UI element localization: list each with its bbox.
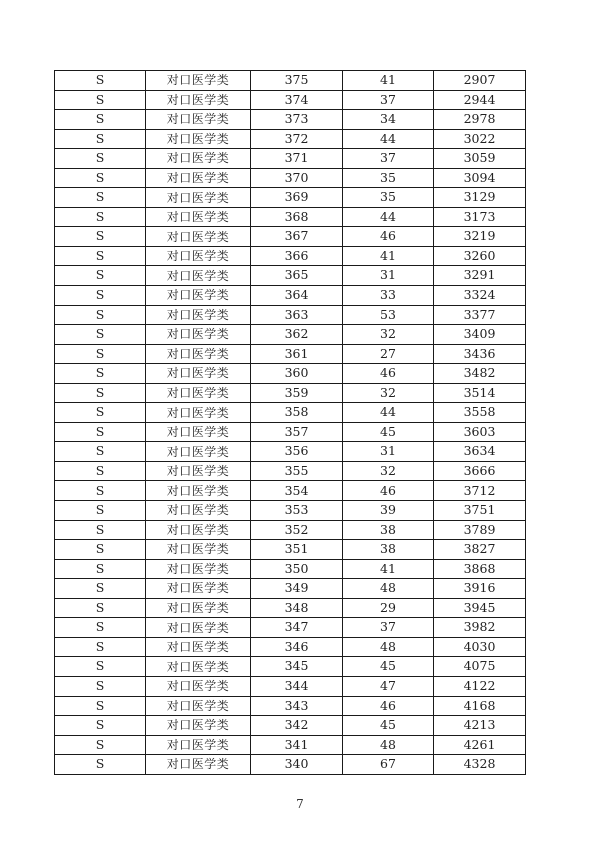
category-cell: S bbox=[55, 325, 146, 345]
subject-cell: 对口医学类 bbox=[146, 579, 251, 599]
category-cell: S bbox=[55, 344, 146, 364]
cumulative-cell: 2944 bbox=[434, 90, 526, 110]
cumulative-cell: 3219 bbox=[434, 227, 526, 247]
cumulative-cell: 3436 bbox=[434, 344, 526, 364]
table-row bbox=[55, 129, 526, 149]
table-row bbox=[55, 168, 526, 188]
table-row bbox=[55, 383, 526, 403]
count-cell: 48 bbox=[343, 637, 434, 657]
cumulative-cell: 3377 bbox=[434, 305, 526, 325]
category-cell: S bbox=[55, 403, 146, 423]
score-cell: 362 bbox=[251, 325, 343, 345]
table-row bbox=[55, 501, 526, 521]
cumulative-cell: 3945 bbox=[434, 598, 526, 618]
table-row bbox=[55, 716, 526, 736]
subject-cell: 对口医学类 bbox=[146, 110, 251, 130]
category-cell: S bbox=[55, 735, 146, 755]
table-row bbox=[55, 227, 526, 247]
subject-cell: 对口医学类 bbox=[146, 559, 251, 579]
cumulative-cell: 3868 bbox=[434, 559, 526, 579]
score-cell: 342 bbox=[251, 716, 343, 736]
page-number: 7 bbox=[296, 797, 304, 811]
count-cell: 44 bbox=[343, 129, 434, 149]
table-row bbox=[55, 188, 526, 208]
cumulative-cell: 3558 bbox=[434, 403, 526, 423]
score-cell: 351 bbox=[251, 540, 343, 560]
subject-cell: 对口医学类 bbox=[146, 246, 251, 266]
cumulative-cell: 3982 bbox=[434, 618, 526, 638]
subject-cell: 对口医学类 bbox=[146, 305, 251, 325]
category-cell: S bbox=[55, 657, 146, 677]
count-cell: 39 bbox=[343, 501, 434, 521]
cumulative-cell: 3482 bbox=[434, 364, 526, 384]
cumulative-cell: 2907 bbox=[434, 71, 526, 91]
category-cell: S bbox=[55, 696, 146, 716]
subject-cell: 对口医学类 bbox=[146, 383, 251, 403]
table-row bbox=[55, 403, 526, 423]
subject-cell: 对口医学类 bbox=[146, 364, 251, 384]
category-cell: S bbox=[55, 207, 146, 227]
count-cell: 41 bbox=[343, 246, 434, 266]
subject-cell: 对口医学类 bbox=[146, 598, 251, 618]
count-cell: 48 bbox=[343, 579, 434, 599]
count-cell: 31 bbox=[343, 266, 434, 286]
subject-cell: 对口医学类 bbox=[146, 676, 251, 696]
subject-cell: 对口医学类 bbox=[146, 129, 251, 149]
cumulative-cell: 3129 bbox=[434, 188, 526, 208]
score-cell: 346 bbox=[251, 637, 343, 657]
category-cell: S bbox=[55, 579, 146, 599]
category-cell: S bbox=[55, 481, 146, 501]
category-cell: S bbox=[55, 149, 146, 169]
subject-cell: 对口医学类 bbox=[146, 325, 251, 345]
score-cell: 365 bbox=[251, 266, 343, 286]
count-cell: 53 bbox=[343, 305, 434, 325]
score-cell: 352 bbox=[251, 520, 343, 540]
category-cell: S bbox=[55, 461, 146, 481]
cumulative-cell: 4030 bbox=[434, 637, 526, 657]
table-row bbox=[55, 364, 526, 384]
count-cell: 27 bbox=[343, 344, 434, 364]
count-cell: 37 bbox=[343, 90, 434, 110]
score-cell: 370 bbox=[251, 168, 343, 188]
count-cell: 32 bbox=[343, 383, 434, 403]
cumulative-cell: 4328 bbox=[434, 755, 526, 775]
cumulative-cell: 3751 bbox=[434, 501, 526, 521]
category-cell: S bbox=[55, 227, 146, 247]
count-cell: 33 bbox=[343, 286, 434, 306]
subject-cell: 对口医学类 bbox=[146, 207, 251, 227]
count-cell: 31 bbox=[343, 442, 434, 462]
subject-cell: 对口医学类 bbox=[146, 461, 251, 481]
score-cell: 354 bbox=[251, 481, 343, 501]
score-cell: 366 bbox=[251, 246, 343, 266]
category-cell: S bbox=[55, 442, 146, 462]
cumulative-cell: 3514 bbox=[434, 383, 526, 403]
count-cell: 38 bbox=[343, 540, 434, 560]
score-cell: 360 bbox=[251, 364, 343, 384]
cumulative-cell: 2978 bbox=[434, 110, 526, 130]
score-cell: 340 bbox=[251, 755, 343, 775]
table-row bbox=[55, 481, 526, 501]
table-row bbox=[55, 579, 526, 599]
category-cell: S bbox=[55, 266, 146, 286]
cumulative-cell: 3260 bbox=[434, 246, 526, 266]
subject-cell: 对口医学类 bbox=[146, 735, 251, 755]
table-row bbox=[55, 696, 526, 716]
cumulative-cell: 3324 bbox=[434, 286, 526, 306]
category-cell: S bbox=[55, 501, 146, 521]
score-cell: 358 bbox=[251, 403, 343, 423]
score-cell: 374 bbox=[251, 90, 343, 110]
score-cell: 341 bbox=[251, 735, 343, 755]
subject-cell: 对口医学类 bbox=[146, 442, 251, 462]
score-cell: 368 bbox=[251, 207, 343, 227]
table-row bbox=[55, 735, 526, 755]
cumulative-cell: 4075 bbox=[434, 657, 526, 677]
cumulative-cell: 3666 bbox=[434, 461, 526, 481]
count-cell: 29 bbox=[343, 598, 434, 618]
count-cell: 44 bbox=[343, 207, 434, 227]
table-row bbox=[55, 110, 526, 130]
score-cell: 363 bbox=[251, 305, 343, 325]
score-cell: 361 bbox=[251, 344, 343, 364]
cumulative-cell: 3789 bbox=[434, 520, 526, 540]
score-cell: 345 bbox=[251, 657, 343, 677]
subject-cell: 对口医学类 bbox=[146, 540, 251, 560]
cumulative-cell: 3712 bbox=[434, 481, 526, 501]
table-row bbox=[55, 305, 526, 325]
cumulative-cell: 3603 bbox=[434, 422, 526, 442]
score-cell: 359 bbox=[251, 383, 343, 403]
table-row bbox=[55, 540, 526, 560]
count-cell: 48 bbox=[343, 735, 434, 755]
score-cell: 371 bbox=[251, 149, 343, 169]
subject-cell: 对口医学类 bbox=[146, 403, 251, 423]
count-cell: 46 bbox=[343, 481, 434, 501]
category-cell: S bbox=[55, 637, 146, 657]
score-cell: 373 bbox=[251, 110, 343, 130]
category-cell: S bbox=[55, 540, 146, 560]
count-cell: 41 bbox=[343, 559, 434, 579]
score-cell: 375 bbox=[251, 71, 343, 91]
cumulative-cell: 3634 bbox=[434, 442, 526, 462]
subject-cell: 对口医学类 bbox=[146, 657, 251, 677]
category-cell: S bbox=[55, 676, 146, 696]
category-cell: S bbox=[55, 559, 146, 579]
table-body bbox=[55, 71, 526, 775]
count-cell: 35 bbox=[343, 188, 434, 208]
table-row bbox=[55, 637, 526, 657]
table-row bbox=[55, 286, 526, 306]
category-cell: S bbox=[55, 383, 146, 403]
score-cell: 349 bbox=[251, 579, 343, 599]
table-row bbox=[55, 598, 526, 618]
subject-cell: 对口医学类 bbox=[146, 501, 251, 521]
cumulative-cell: 4213 bbox=[434, 716, 526, 736]
subject-cell: 对口医学类 bbox=[146, 168, 251, 188]
score-cell: 355 bbox=[251, 461, 343, 481]
cumulative-cell: 3173 bbox=[434, 207, 526, 227]
category-cell: S bbox=[55, 520, 146, 540]
subject-cell: 对口医学类 bbox=[146, 422, 251, 442]
table-row bbox=[55, 325, 526, 345]
subject-cell: 对口医学类 bbox=[146, 188, 251, 208]
table-row bbox=[55, 755, 526, 775]
category-cell: S bbox=[55, 90, 146, 110]
table-row bbox=[55, 442, 526, 462]
score-cell: 367 bbox=[251, 227, 343, 247]
count-cell: 67 bbox=[343, 755, 434, 775]
category-cell: S bbox=[55, 129, 146, 149]
table-row bbox=[55, 149, 526, 169]
subject-cell: 对口医学类 bbox=[146, 696, 251, 716]
subject-cell: 对口医学类 bbox=[146, 716, 251, 736]
count-cell: 46 bbox=[343, 364, 434, 384]
subject-cell: 对口医学类 bbox=[146, 520, 251, 540]
subject-cell: 对口医学类 bbox=[146, 90, 251, 110]
cumulative-cell: 3916 bbox=[434, 579, 526, 599]
table-row bbox=[55, 657, 526, 677]
count-cell: 32 bbox=[343, 325, 434, 345]
category-cell: S bbox=[55, 364, 146, 384]
category-cell: S bbox=[55, 618, 146, 638]
count-cell: 37 bbox=[343, 149, 434, 169]
score-cell: 350 bbox=[251, 559, 343, 579]
category-cell: S bbox=[55, 755, 146, 775]
score-cell: 347 bbox=[251, 618, 343, 638]
subject-cell: 对口医学类 bbox=[146, 71, 251, 91]
category-cell: S bbox=[55, 286, 146, 306]
cumulative-cell: 4261 bbox=[434, 735, 526, 755]
table-row bbox=[55, 676, 526, 696]
count-cell: 34 bbox=[343, 110, 434, 130]
subject-cell: 对口医学类 bbox=[146, 286, 251, 306]
subject-cell: 对口医学类 bbox=[146, 344, 251, 364]
score-cell: 369 bbox=[251, 188, 343, 208]
score-cell: 356 bbox=[251, 442, 343, 462]
table-row bbox=[55, 90, 526, 110]
subject-cell: 对口医学类 bbox=[146, 149, 251, 169]
category-cell: S bbox=[55, 168, 146, 188]
score-cell: 357 bbox=[251, 422, 343, 442]
count-cell: 38 bbox=[343, 520, 434, 540]
score-cell: 348 bbox=[251, 598, 343, 618]
category-cell: S bbox=[55, 598, 146, 618]
cumulative-cell: 4168 bbox=[434, 696, 526, 716]
table-row bbox=[55, 618, 526, 638]
table-row bbox=[55, 71, 526, 91]
count-cell: 46 bbox=[343, 227, 434, 247]
count-cell: 35 bbox=[343, 168, 434, 188]
table-row bbox=[55, 559, 526, 579]
category-cell: S bbox=[55, 305, 146, 325]
count-cell: 45 bbox=[343, 716, 434, 736]
subject-cell: 对口医学类 bbox=[146, 266, 251, 286]
cumulative-cell: 3022 bbox=[434, 129, 526, 149]
count-cell: 37 bbox=[343, 618, 434, 638]
category-cell: S bbox=[55, 716, 146, 736]
count-cell: 46 bbox=[343, 696, 434, 716]
count-cell: 32 bbox=[343, 461, 434, 481]
table-row bbox=[55, 422, 526, 442]
table-row bbox=[55, 461, 526, 481]
score-cell: 364 bbox=[251, 286, 343, 306]
cumulative-cell: 3291 bbox=[434, 266, 526, 286]
subject-cell: 对口医学类 bbox=[146, 637, 251, 657]
category-cell: S bbox=[55, 71, 146, 91]
subject-cell: 对口医学类 bbox=[146, 755, 251, 775]
table-row bbox=[55, 246, 526, 266]
score-distribution-table bbox=[54, 70, 526, 775]
subject-cell: 对口医学类 bbox=[146, 227, 251, 247]
cumulative-cell: 3409 bbox=[434, 325, 526, 345]
count-cell: 45 bbox=[343, 657, 434, 677]
category-cell: S bbox=[55, 188, 146, 208]
category-cell: S bbox=[55, 422, 146, 442]
cumulative-cell: 3059 bbox=[434, 149, 526, 169]
score-cell: 372 bbox=[251, 129, 343, 149]
category-cell: S bbox=[55, 246, 146, 266]
table-row bbox=[55, 520, 526, 540]
score-cell: 343 bbox=[251, 696, 343, 716]
category-cell: S bbox=[55, 110, 146, 130]
table-row bbox=[55, 344, 526, 364]
count-cell: 41 bbox=[343, 71, 434, 91]
subject-cell: 对口医学类 bbox=[146, 481, 251, 501]
table-row bbox=[55, 266, 526, 286]
score-cell: 353 bbox=[251, 501, 343, 521]
count-cell: 47 bbox=[343, 676, 434, 696]
table-row bbox=[55, 207, 526, 227]
count-cell: 44 bbox=[343, 403, 434, 423]
cumulative-cell: 4122 bbox=[434, 676, 526, 696]
count-cell: 45 bbox=[343, 422, 434, 442]
score-cell: 344 bbox=[251, 676, 343, 696]
cumulative-cell: 3094 bbox=[434, 168, 526, 188]
cumulative-cell: 3827 bbox=[434, 540, 526, 560]
subject-cell: 对口医学类 bbox=[146, 618, 251, 638]
